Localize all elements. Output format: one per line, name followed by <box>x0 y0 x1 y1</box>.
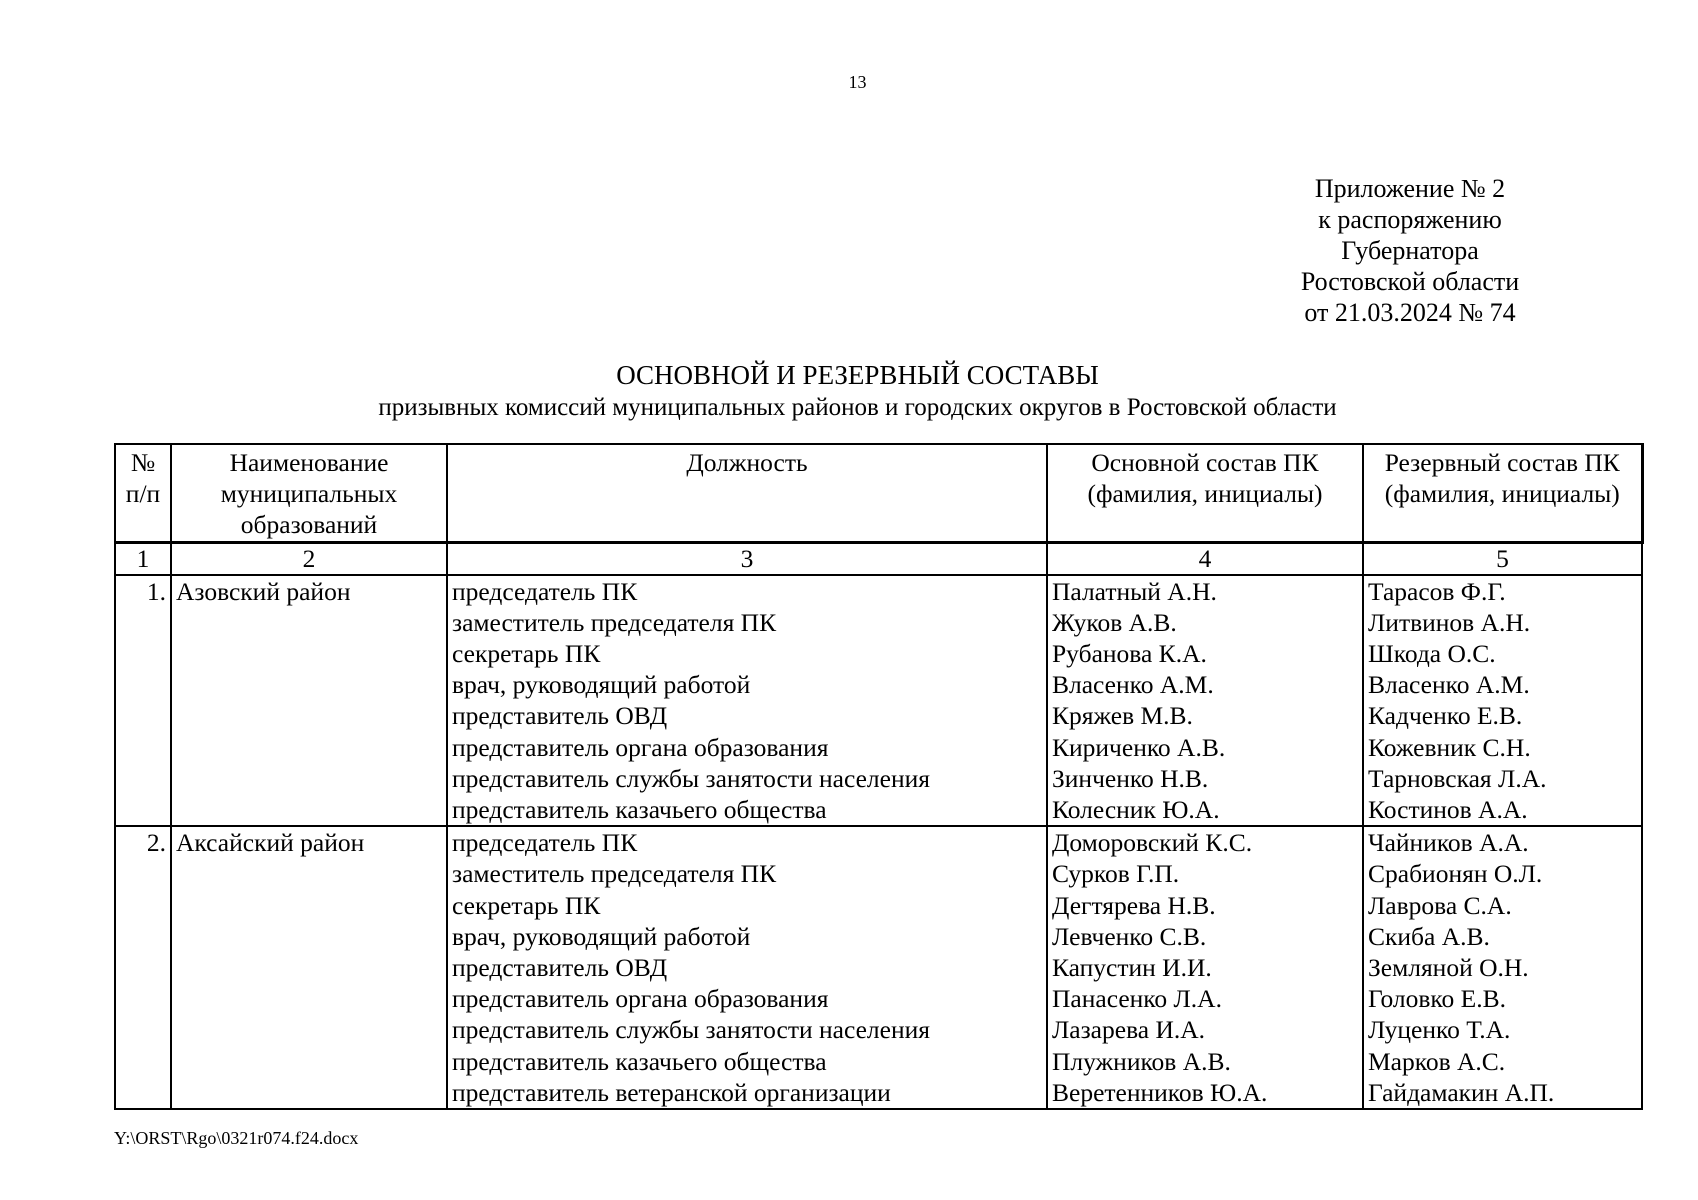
reserve-member: Литвинов А.Н. <box>1368 607 1531 637</box>
main-member: Веретенников Ю.А. <box>1052 1077 1268 1107</box>
appendix-line: Губернатора <box>1341 236 1479 265</box>
position-item: заместитель председателя ПК <box>452 859 777 889</box>
main-member: Колесник Ю.А. <box>1052 795 1220 825</box>
main-member: Сурков Г.П. <box>1052 859 1180 889</box>
position-item: представитель ОВД <box>452 953 668 983</box>
position-item: секретарь ПК <box>452 639 601 669</box>
position-item: представитель казачьего общества <box>452 1046 827 1076</box>
position-item: представитель ОВД <box>452 701 668 731</box>
position-item: представитель службы занятости населения <box>452 763 930 793</box>
header-reserve-composition: Резервный состав ПК (фамилия, инициалы) <box>1363 444 1642 542</box>
reserve-member: Власенко А.М. <box>1368 670 1530 700</box>
header-position: Должность <box>447 444 1047 542</box>
appendix-line: Ростовской области <box>1300 267 1520 296</box>
appendix-line: Приложение № 2 <box>1314 174 1506 203</box>
main-member: Доморовский К.С. <box>1052 828 1253 858</box>
position-item: представитель ветеранской организации <box>452 1077 891 1107</box>
position-item: председатель ПК <box>452 828 638 858</box>
file-path-footer: Y:\ORST\Rgo\0321r074.f24.docx <box>114 1128 359 1148</box>
header-name: Наименование муниципальных образований <box>171 444 447 542</box>
table-header-row <box>115 444 1642 542</box>
column-number: 2 <box>171 542 447 575</box>
reserve-member: Шкода О.С. <box>1368 639 1496 669</box>
main-member: Левченко С.В. <box>1052 921 1207 951</box>
reserve-composition-cell <box>1363 575 1642 827</box>
table-row <box>115 575 1642 827</box>
header-main-composition: Основной состав ПК (фамилия, инициалы) <box>1047 444 1363 542</box>
reserve-composition-cell <box>1363 826 1642 1109</box>
main-member: Кряжев М.В. <box>1052 701 1193 731</box>
position-item: представитель органа образования <box>452 984 829 1014</box>
position-item: заместитель председателя ПК <box>452 607 777 637</box>
reserve-member: Чайников А.А. <box>1368 828 1529 858</box>
column-number: 4 <box>1047 542 1363 575</box>
appendix-line: от 21.03.2024 № 74 <box>1304 298 1516 327</box>
reserve-member: Костинов А.А. <box>1368 795 1528 825</box>
position-item: представитель органа образования <box>452 732 829 762</box>
main-member: Панасенко Л.А. <box>1052 984 1222 1014</box>
reserve-member: Марков А.С. <box>1368 1046 1506 1076</box>
position-item: председатель ПК <box>452 576 638 606</box>
main-member: Дегтярева Н.В. <box>1052 890 1216 920</box>
main-member: Лазарева И.А. <box>1052 1015 1206 1045</box>
commission-table <box>114 443 1644 1110</box>
position-item: врач, руководящий работой <box>452 670 751 700</box>
positions-cell <box>447 575 1047 827</box>
reserve-member: Головко Е.В. <box>1368 984 1506 1014</box>
position-item: врач, руководящий работой <box>452 921 751 951</box>
main-composition-cell <box>1047 826 1363 1109</box>
document-subtitle: призывных комиссий муниципальных районов и городских округов в Ростовской области <box>378 394 1337 421</box>
main-member: Кириченко А.В. <box>1052 732 1226 762</box>
municipality-name: Азовский район <box>171 575 447 827</box>
column-number: 5 <box>1363 542 1642 575</box>
main-member: Плужников А.В. <box>1052 1046 1231 1076</box>
reserve-member: Тарасов Ф.Г. <box>1368 576 1506 606</box>
reserve-member: Земляной О.Н. <box>1368 953 1529 983</box>
reserve-member: Лаврова С.А. <box>1368 890 1512 920</box>
reserve-member: Тарновская Л.А. <box>1368 763 1547 793</box>
main-member: Рубанова К.А. <box>1052 639 1207 669</box>
column-number: 1 <box>115 542 171 575</box>
reserve-member: Кожевник С.Н. <box>1368 732 1531 762</box>
main-composition-cell <box>1047 575 1363 827</box>
reserve-member: Скиба А.В. <box>1368 921 1490 951</box>
position-item: секретарь ПК <box>452 890 601 920</box>
column-number: 3 <box>447 542 1047 575</box>
main-member: Капустин И.И. <box>1052 953 1212 983</box>
position-item: представитель казачьего общества <box>452 795 827 825</box>
appendix-line: к распоряжению <box>1318 205 1502 234</box>
position-item: представитель службы занятости населения <box>452 1015 930 1045</box>
positions-cell <box>447 826 1047 1109</box>
reserve-member: Луценко Т.А. <box>1368 1015 1511 1045</box>
main-member: Жуков А.В. <box>1052 607 1177 637</box>
main-member: Власенко А.М. <box>1052 670 1214 700</box>
reserve-member: Гайдамакин А.П. <box>1368 1077 1555 1107</box>
header-num: № п/п <box>115 444 171 542</box>
document-title: ОСНОВНОЙ И РЕЗЕРВНЫЙ СОСТАВЫ <box>616 360 1099 390</box>
page-number: 13 <box>848 72 867 92</box>
column-number-row <box>115 542 1642 575</box>
row-number: 2. <box>115 826 171 1109</box>
municipality-name: Аксайский район <box>171 826 447 1109</box>
reserve-member: Кадченко Е.В. <box>1368 701 1523 731</box>
row-number: 1. <box>115 575 171 827</box>
appendix-block <box>1260 173 1560 328</box>
main-member: Палатный А.Н. <box>1052 576 1217 606</box>
main-member: Зинченко Н.В. <box>1052 763 1209 793</box>
reserve-member: Срабионян О.Л. <box>1368 859 1543 889</box>
table-row <box>115 826 1642 1109</box>
